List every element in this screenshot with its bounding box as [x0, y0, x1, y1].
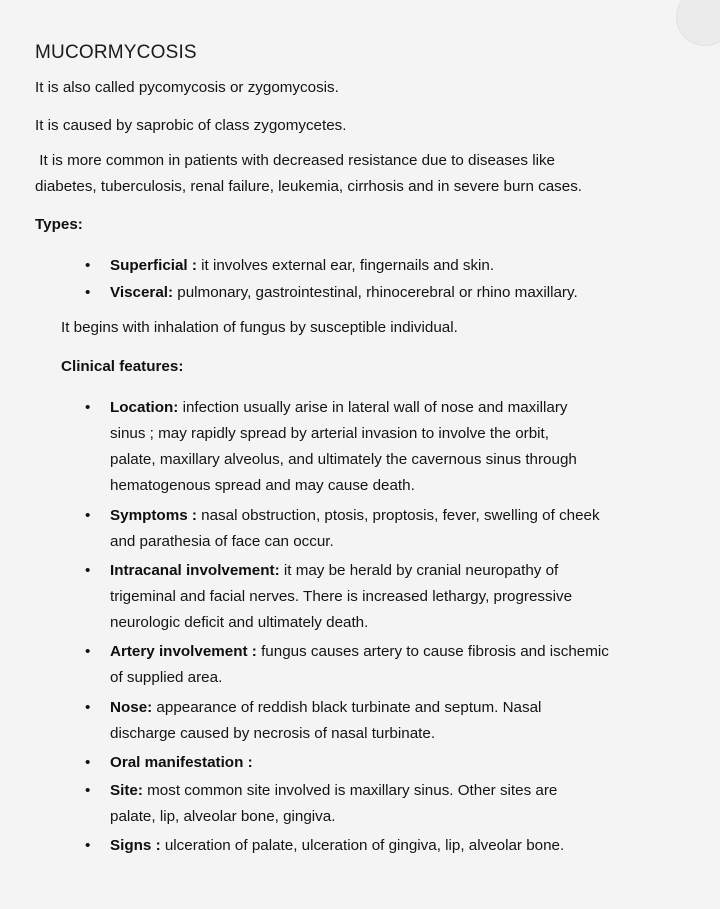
feature-line: it may be herald by cranial neuropathy of	[279, 562, 559, 579]
intro-line-2: It is caused by saprobic of class zygomycetes.	[35, 117, 347, 134]
feature-line: of supplied area.	[110, 669, 223, 686]
feature-term: Nose:	[110, 699, 153, 716]
bullet-icon: •	[85, 837, 91, 854]
feature-artery	[110, 639, 609, 665]
feature-line: neurologic deficit and ultimately death.	[110, 614, 369, 631]
types-term: Superficial :	[110, 257, 197, 274]
bullet-icon: •	[85, 643, 91, 660]
feature-line: palate, maxillary alveolus, and ultimately the cavernous sinus through	[110, 451, 577, 468]
bullet-icon: •	[85, 699, 91, 716]
feature-term: Symptoms :	[110, 507, 197, 524]
feature-line: and parathesia of face can occur.	[110, 533, 334, 550]
feature-line: hematogenous spread and may cause death.	[110, 477, 415, 494]
intro-line-4: diabetes, tuberculosis, renal failure, leukemia, cirrhosis and in severe burn cases.	[35, 178, 583, 195]
feature-line: nasal obstruction, ptosis, proptosis, fever, swelling of cheek	[196, 507, 600, 524]
types-term: Visceral:	[110, 284, 174, 301]
bullet-icon: •	[85, 782, 91, 799]
feature-line: discharge caused by necrosis of nasal turbinate.	[110, 725, 436, 742]
feature-line: sinus ; may rapidly spread by arterial invasion to involve the orbit,	[110, 425, 549, 442]
intro-line-3: It is more common in patients with decreased resistance due to diseases like	[35, 152, 556, 169]
types-item-superficial	[110, 253, 494, 279]
types-text: it involves external ear, fingernails and skin.	[196, 257, 495, 274]
feature-intracanal	[110, 558, 558, 584]
feature-site	[110, 778, 557, 804]
feature-line: trigeminal and facial nerves. There is increased lethargy, progressive	[110, 588, 573, 605]
feature-symptoms	[110, 503, 600, 529]
feature-term: Signs :	[110, 837, 161, 854]
document-title: MUCORMYCOSIS	[35, 42, 197, 63]
feature-term: Site:	[110, 782, 143, 799]
bullet-icon: •	[85, 257, 91, 274]
bullet-icon: •	[85, 562, 91, 579]
feature-line: infection usually arise in lateral wall of nose and maxillary	[178, 399, 568, 416]
feature-line: palate, lip, alveolar bone, gingiva.	[110, 808, 336, 825]
feature-location	[110, 395, 568, 421]
types-text: pulmonary, gastrointestinal, rhinocerebral or rhino maxillary.	[173, 284, 578, 301]
feature-term: Intracanal involvement:	[110, 562, 280, 579]
bullet-icon: •	[85, 399, 91, 416]
feature-nose	[110, 695, 541, 721]
inhalation-note: It begins with inhalation of fungus by susceptible individual.	[61, 319, 458, 336]
feature-line: fungus causes artery to cause fibrosis and ischemic	[256, 643, 609, 660]
feature-oral-manifestation	[110, 750, 253, 776]
clinical-features-heading: Clinical features:	[61, 358, 184, 375]
feature-line: appearance of reddish black turbinate and septum. Nasal	[152, 699, 542, 716]
bullet-icon: •	[85, 507, 91, 524]
feature-line: ulceration of palate, ulceration of gingiva, lip, alveolar bone.	[160, 837, 565, 854]
feature-term: Oral manifestation :	[110, 754, 253, 771]
types-heading: Types:	[35, 216, 83, 233]
feature-term: Location:	[110, 399, 179, 416]
intro-line-1: It is also called pycomycosis or zygomycosis.	[35, 79, 339, 96]
page-corner-shade	[676, 0, 720, 46]
types-item-visceral	[110, 280, 578, 306]
feature-term: Artery involvement :	[110, 643, 257, 660]
bullet-icon: •	[85, 284, 91, 301]
feature-signs	[110, 833, 564, 859]
bullet-icon: •	[85, 754, 91, 771]
feature-line: most common site involved is maxillary sinus. Other sites are	[142, 782, 558, 799]
